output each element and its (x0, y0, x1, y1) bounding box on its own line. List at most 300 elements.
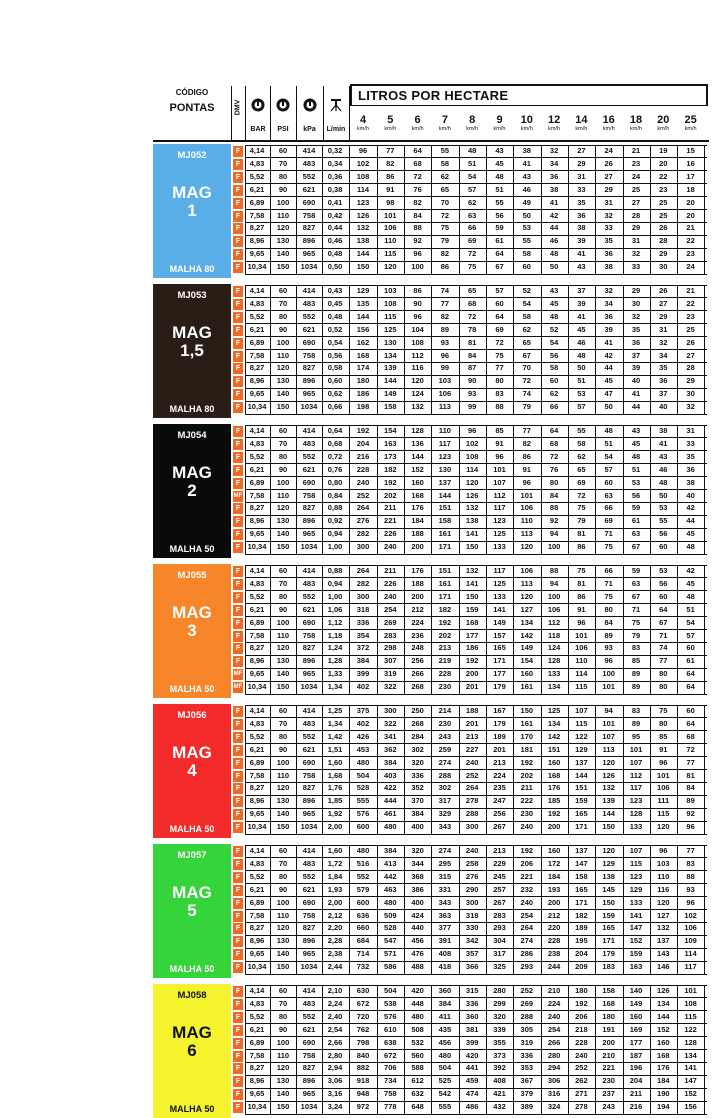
lph-cell: 315 (465, 986, 479, 995)
lph-cell: 160 (657, 1037, 670, 1047)
lph-cell: 201 (493, 744, 506, 754)
lph-cell: 528 (356, 783, 370, 793)
lph-cell: 486 (465, 1102, 479, 1112)
lph-cell: 254 (384, 604, 397, 614)
lph-cell: 344 (411, 858, 424, 868)
lph-cell: 66 (604, 566, 613, 575)
lph-cell: 210 (547, 986, 561, 995)
lph-cell: 252 (520, 986, 534, 995)
flow-cell: 1,60 (327, 757, 343, 767)
lph-cell: 48 (549, 249, 559, 259)
lph-cell: 290 (465, 884, 479, 894)
kpa-cell: 1034 (300, 962, 318, 972)
lph-cell: 171 (493, 656, 506, 666)
lph-cell: 106 (684, 923, 697, 933)
dmv-header (231, 86, 246, 140)
lph-cell: 53 (631, 477, 641, 487)
lph-cell: 39 (577, 298, 586, 308)
lph-cell: 92 (549, 516, 559, 526)
lph-cell: 149 (520, 643, 534, 653)
dmv-badge: F (233, 771, 243, 782)
bar-cell: 4,14 (249, 286, 265, 295)
lph-cell: 179 (602, 949, 615, 959)
kpa-cell: 758 (302, 630, 316, 640)
lph-cell: 123 (438, 451, 452, 461)
nozzle-color-panel (153, 564, 231, 698)
kpa-cell: 758 (302, 350, 316, 360)
lph-cell: 102 (465, 438, 479, 448)
lph-cell: 179 (493, 682, 506, 692)
lph-cell: 161 (520, 682, 534, 692)
lph-cell: 83 (495, 389, 504, 399)
lph-cell: 168 (411, 490, 424, 500)
psi-cell: 140 (276, 669, 290, 679)
psi-cell: 80 (278, 451, 288, 461)
lph-cell: 96 (413, 249, 422, 259)
dmv-badge: MF (233, 491, 243, 502)
lph-cell: 216 (356, 451, 370, 461)
speed-header-18 (627, 114, 645, 133)
nozzle-block-mj053 (153, 284, 709, 418)
kpa-cell: 1034 (300, 1102, 318, 1112)
lph-cell: 54 (686, 617, 695, 627)
lph-cell: 360 (438, 986, 452, 995)
lph-cell: 171 (602, 936, 615, 946)
lph-cell: 420 (465, 1050, 479, 1060)
lph-cell: 106 (384, 223, 397, 233)
lph-cell: 85 (495, 426, 504, 435)
flow-cell: 1,00 (327, 591, 343, 601)
bar-cell: 4,14 (249, 986, 265, 995)
dmv-badge: F (233, 898, 243, 909)
dmv-badge: F (233, 656, 243, 667)
lph-cell: 124 (547, 643, 561, 653)
codigo-label: CÓDIGO (175, 88, 209, 97)
kpa-cell: 552 (302, 311, 316, 321)
lph-cell: 86 (386, 171, 395, 181)
lph-cell: 38 (522, 146, 531, 155)
lph-cell: 276 (465, 871, 479, 881)
lph-cell: 39 (577, 236, 586, 246)
dmv-badge: F (233, 605, 243, 616)
lph-cell: 89 (440, 324, 450, 334)
lph-cell: 384 (384, 846, 397, 855)
lph-cell: 134 (520, 617, 534, 627)
kpa-cell: 414 (302, 706, 316, 715)
lph-cell: 516 (356, 858, 370, 868)
lph-cell: 88 (413, 223, 422, 233)
kpa-cell: 758 (302, 1050, 316, 1060)
lph-cell: 29 (686, 376, 695, 386)
lph-cell: 94 (604, 706, 613, 715)
column-divider (704, 425, 705, 554)
lph-cell: 108 (384, 298, 397, 308)
lph-cell: 31 (631, 236, 641, 246)
lph-cell: 35 (659, 363, 668, 373)
bar-cell: 7,58 (249, 210, 265, 220)
lph-cell: 426 (356, 731, 370, 741)
lph-cell: 111 (657, 796, 670, 806)
lph-cell: 282 (356, 578, 370, 588)
kpa-cell: 552 (302, 171, 316, 181)
lph-cell: 55 (495, 197, 504, 207)
dmv-badge: F (233, 822, 243, 833)
lph-cell: 555 (356, 796, 370, 806)
lph-cell: 107 (602, 731, 615, 741)
lph-cell: 128 (629, 809, 643, 819)
lph-cell: 152 (629, 936, 643, 946)
lph-cell: 341 (384, 731, 397, 741)
speed-header-7 (436, 114, 454, 133)
lph-cell: 103 (438, 376, 452, 386)
bar-unit-label: BAR (250, 126, 266, 133)
lph-cell: 65 (577, 464, 586, 474)
lph-cell: 44 (686, 516, 695, 526)
lph-cell: 142 (547, 731, 561, 741)
lph-cell: 61 (495, 236, 504, 246)
lph-cell: 115 (384, 249, 397, 259)
lph-cell: 107 (629, 757, 643, 767)
lph-cell: 48 (577, 350, 586, 360)
lph-cell: 33 (686, 438, 695, 448)
lph-cell: 60 (686, 643, 695, 653)
lph-cell: 130 (438, 464, 452, 474)
lph-cell: 48 (549, 311, 559, 321)
lph-cell: 39 (631, 363, 641, 373)
lph-cell: 141 (629, 910, 643, 920)
psi-cell: 110 (276, 1050, 290, 1060)
lph-cell: 75 (495, 350, 504, 360)
lph-cell: 48 (468, 146, 477, 155)
dmv-badge: F (233, 198, 243, 209)
flow-cell: 2,80 (327, 1050, 343, 1060)
lph-cell: 101 (602, 682, 615, 692)
lph-cell: 146 (657, 962, 670, 972)
dmv-badge: F (233, 592, 243, 603)
lph-cell: 69 (495, 324, 504, 334)
kpa-cell: 552 (302, 731, 316, 741)
lph-cell: 75 (440, 223, 450, 233)
lph-cell: 504 (438, 1063, 452, 1073)
psi-cell: 140 (276, 529, 290, 539)
lph-cell: 244 (547, 962, 561, 972)
lph-cell: 368 (411, 871, 424, 881)
psi-cell: 150 (276, 682, 290, 692)
flow-cell: 2,28 (327, 936, 343, 946)
lph-cell: 115 (684, 1011, 697, 1021)
lph-cell: 51 (468, 158, 477, 168)
lph-cell: 441 (465, 1063, 479, 1073)
lph-cell: 31 (604, 197, 613, 207)
dmv-badge: F (233, 758, 243, 769)
lph-cell: 96 (495, 451, 504, 461)
lph-cell: 33 (577, 184, 586, 194)
nozzle-flow-table (153, 84, 709, 1118)
kpa-cell: 414 (302, 286, 316, 295)
lph-cell: 552 (356, 871, 370, 881)
lph-cell: 150 (520, 706, 534, 715)
lph-cell: 267 (493, 822, 506, 832)
speed-value: 6 (414, 114, 421, 126)
lph-cell: 82 (440, 249, 450, 259)
psi-cell: 150 (276, 402, 290, 412)
lph-cell: 53 (659, 566, 668, 575)
lph-cell: 53 (577, 389, 586, 399)
psi-cell: 120 (276, 783, 290, 793)
liters-per-hectare-title: LITROS POR HECTARE (358, 88, 509, 103)
dmv-badge: F (233, 516, 243, 527)
lph-cell: 100 (411, 262, 424, 272)
bar-cell: 7,58 (249, 350, 265, 360)
lph-cell: 91 (577, 604, 586, 614)
lph-cell: 44 (631, 402, 641, 412)
lph-cell: 182 (575, 910, 588, 920)
lph-cell: 45 (549, 298, 559, 308)
table-header (153, 84, 709, 142)
lph-cell: 149 (384, 389, 397, 399)
kpa-cell: 965 (302, 529, 316, 539)
kpa-cell: 896 (302, 796, 316, 806)
psi-cell: 80 (278, 871, 288, 881)
lph-cell: 69 (604, 516, 613, 526)
lph-cell: 882 (356, 1063, 370, 1073)
lph-cell: 288 (465, 809, 479, 819)
lph-cell: 61 (686, 656, 695, 666)
lph-cell: 42 (604, 350, 613, 360)
kpa-cell: 965 (302, 1089, 316, 1099)
lph-cell: 29 (659, 311, 668, 321)
lph-cell: 424 (411, 910, 424, 920)
flow-cell: 1,60 (327, 846, 343, 855)
lph-cell: 230 (520, 809, 534, 819)
lph-cell: 115 (629, 858, 643, 868)
lph-cell: 264 (520, 923, 534, 933)
lph-cell: 114 (356, 184, 370, 194)
bar-cell: 4,83 (249, 158, 265, 168)
lph-cell: 43 (659, 451, 668, 461)
lph-cell: 132 (465, 503, 479, 513)
lph-cell: 235 (493, 783, 506, 793)
column-divider (704, 565, 705, 694)
bar-cell: 9,65 (249, 669, 265, 679)
lph-cell: 60 (495, 298, 504, 308)
lph-cell: 525 (438, 1076, 452, 1086)
lph-cell: 96 (659, 757, 668, 767)
lph-cell: 216 (629, 1102, 643, 1112)
psi-cell: 70 (278, 158, 288, 168)
lph-cell: 278 (575, 1102, 588, 1112)
lph-cell: 28 (659, 236, 668, 246)
lph-cell: 137 (438, 477, 452, 487)
bar-cell: 5,52 (249, 871, 265, 881)
lph-cell: 32 (631, 249, 641, 259)
lph-cell: 117 (629, 783, 643, 793)
lph-cell: 64 (413, 146, 422, 155)
kpa-cell: 483 (302, 158, 316, 168)
lph-cell: 122 (684, 1024, 697, 1034)
lph-cell: 336 (520, 1050, 534, 1060)
nozzle-name: MAG 2 (172, 463, 212, 500)
lph-cell: 100 (547, 591, 561, 601)
lph-cell: 488 (411, 962, 424, 972)
flow-cell: 1,92 (327, 809, 343, 819)
lph-cell: 163 (629, 962, 643, 972)
lph-cell: 320 (411, 846, 424, 855)
lph-cell: 89 (686, 796, 695, 806)
lph-cell: 386 (411, 884, 424, 894)
lph-cell: 93 (440, 337, 450, 347)
lph-cell: 159 (629, 949, 643, 959)
flow-cell: 0,50 (327, 262, 343, 272)
nozzle-block-mj056 (153, 704, 709, 838)
kpa-cell: 965 (302, 249, 316, 259)
lph-cell: 142 (520, 630, 534, 640)
dmv-badge: F (233, 911, 243, 922)
lph-cell: 141 (493, 604, 506, 614)
lph-cell: 319 (384, 669, 397, 679)
lph-cell: 188 (465, 706, 479, 715)
lph-cell: 114 (575, 669, 588, 679)
flow-cell: 2,54 (327, 1024, 343, 1034)
lph-cell: 75 (577, 566, 586, 575)
lph-cell: 151 (438, 566, 452, 575)
lph-cell: 22 (686, 298, 695, 308)
lph-cell: 86 (577, 591, 586, 601)
lph-cell: 33 (631, 262, 641, 272)
kpa-cell: 552 (302, 1011, 316, 1021)
lph-cell: 201 (465, 718, 479, 728)
lph-cell: 213 (493, 846, 506, 855)
lph-cell: 27 (604, 171, 613, 181)
lph-cell: 366 (465, 962, 479, 972)
nozzle-block-mj055 (153, 564, 709, 698)
lph-cell: 60 (522, 262, 531, 272)
lph-cell: 245 (493, 871, 506, 881)
lph-cell: 120 (602, 757, 615, 767)
flow-cell: 0,42 (327, 210, 343, 220)
bar-cell: 9,65 (249, 949, 265, 959)
lph-cell: 96 (468, 426, 477, 435)
lph-cell: 32 (604, 286, 613, 295)
lph-cell: 93 (604, 643, 613, 653)
lph-cell: 50 (577, 363, 586, 373)
lph-cell: 35 (686, 451, 695, 461)
lph-cell: 68 (686, 731, 695, 741)
lph-cell: 35 (577, 197, 586, 207)
lph-cell: 228 (547, 936, 561, 946)
flow-cell: 1,42 (327, 731, 343, 741)
lph-cell: 45 (604, 376, 613, 386)
flow-cell: 2,66 (327, 1037, 343, 1047)
lph-cell: 24 (686, 262, 695, 272)
lph-cell: 133 (629, 897, 643, 907)
lph-cell: 126 (602, 770, 615, 780)
row-divider (245, 554, 707, 555)
lph-cell: 106 (438, 389, 452, 399)
lph-cell: 38 (686, 477, 695, 487)
bar-cell: 6,89 (249, 337, 265, 347)
lph-cell: 172 (547, 858, 561, 868)
lph-cell: 160 (520, 669, 534, 679)
lph-cell: 200 (547, 897, 561, 907)
psi-cell: 70 (278, 438, 288, 448)
lph-cell: 355 (493, 1037, 506, 1047)
bar-cell: 6,21 (249, 324, 265, 334)
psi-cell: 80 (278, 171, 288, 181)
lph-cell: 181 (520, 744, 534, 754)
lph-cell: 45 (686, 529, 695, 539)
lph-cell: 399 (356, 669, 370, 679)
lph-cell: 25 (631, 184, 641, 194)
speed-unit: km/h (520, 126, 533, 132)
flow-cell: 1,06 (327, 604, 343, 614)
lph-cell: 268 (411, 718, 424, 728)
lph-cell: 586 (384, 962, 397, 972)
lph-cell: 75 (631, 617, 641, 627)
lph-cell: 798 (356, 1037, 370, 1047)
lph-cell: 147 (629, 923, 643, 933)
lph-cell: 112 (493, 490, 506, 500)
psi-cell: 80 (278, 591, 288, 601)
lph-cell: 156 (684, 1102, 697, 1112)
kpa-cell: 621 (302, 604, 316, 614)
lph-cell: 224 (411, 617, 424, 627)
lph-cell: 45 (577, 324, 586, 334)
lph-cell: 29 (659, 249, 668, 259)
flow-cell: 0,94 (327, 578, 343, 588)
nozzle-color-panel (153, 704, 231, 838)
lph-cell: 54 (549, 337, 559, 347)
lph-cell: 161 (438, 529, 452, 539)
lph-cell: 22 (686, 236, 695, 246)
speed-header-8 (463, 114, 481, 133)
lph-cell: 71 (631, 604, 641, 614)
lph-cell: 96 (358, 146, 368, 155)
lph-cell: 100 (547, 542, 561, 552)
lph-cell: 86 (440, 262, 450, 272)
nozzle-code: MJ052 (177, 150, 207, 161)
lph-cell: 87 (468, 363, 477, 373)
flow-cell: 0,48 (327, 249, 343, 259)
lph-cell: 228 (356, 464, 370, 474)
lph-cell: 40 (659, 402, 668, 412)
lph-cell: 154 (520, 656, 534, 666)
bar-cell: 5,52 (249, 311, 265, 321)
bar-cell: 7,58 (249, 490, 265, 500)
speed-value: 5 (387, 114, 394, 126)
lph-cell: 110 (575, 656, 588, 666)
bar-cell: 8,96 (249, 376, 265, 386)
lph-cell: 317 (438, 796, 452, 806)
kpa-cell: 483 (302, 298, 316, 308)
lph-cell: 221 (602, 1063, 615, 1073)
lph-cell: 38 (604, 262, 613, 272)
psi-cell: 100 (276, 197, 290, 207)
lph-cell: 103 (657, 858, 670, 868)
dmv-badge: F (233, 732, 243, 743)
dmv-badge: MF (233, 682, 243, 693)
nozzle-color-panel (153, 284, 231, 418)
kpa-cell: 414 (302, 146, 316, 155)
bar-cell: 6,89 (249, 477, 265, 487)
kpa-cell: 758 (302, 910, 316, 920)
nozzle-code: MJ054 (177, 430, 207, 441)
lph-cell: 72 (522, 376, 531, 386)
bar-cell: 9,65 (249, 1089, 265, 1099)
bar-cell: 7,58 (249, 910, 265, 920)
lph-cell: 57 (604, 464, 613, 474)
pressure-gauge-icon (251, 98, 265, 112)
